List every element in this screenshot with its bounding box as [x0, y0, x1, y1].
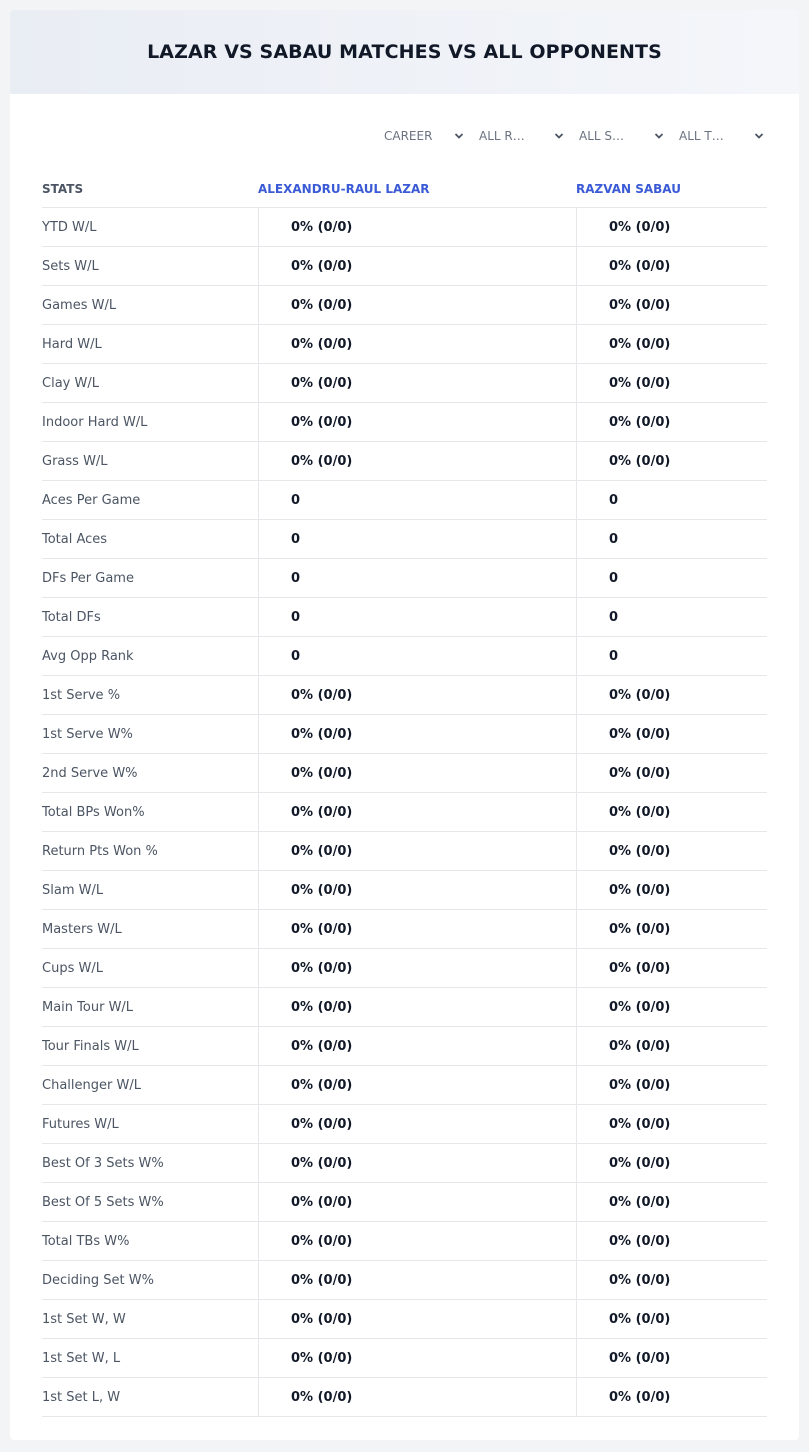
player1-value: 0% (0/0) — [258, 1300, 576, 1339]
stat-label: Indoor Hard W/L — [42, 415, 148, 430]
column-header-player2[interactable]: RAZVAN SABAU — [576, 182, 681, 196]
table-row — [42, 715, 767, 754]
page-title: LAZAR VS SABAU MATCHES VS ALL OPPONENTS — [147, 41, 662, 63]
table-row — [42, 871, 767, 910]
stat-label: Masters W/L — [42, 922, 122, 937]
card-header — [10, 10, 799, 94]
player1-value: 0 — [258, 520, 576, 559]
stat-label: Total BPs Won% — [42, 805, 145, 820]
table-row — [42, 1339, 767, 1378]
filter-label: CAREER — [384, 129, 433, 143]
player1-value: 0 — [258, 559, 576, 598]
player1-value: 0% (0/0) — [258, 1339, 576, 1378]
stat-label: Challenger W/L — [42, 1078, 141, 1093]
player2-value: 0 — [576, 520, 767, 559]
player2-value: 0% (0/0) — [576, 1105, 767, 1144]
player2-value: 0% (0/0) — [576, 247, 767, 286]
player1-value: 0% (0/0) — [258, 208, 576, 247]
table-row — [42, 676, 767, 715]
stat-label: DFs Per Game — [42, 571, 134, 586]
filter-career-select[interactable] — [384, 123, 464, 149]
player1-value: 0 — [258, 481, 576, 520]
table-row — [42, 520, 767, 559]
table-row — [42, 637, 767, 676]
table-row — [42, 1378, 767, 1417]
table-row — [42, 1222, 767, 1261]
player1-value: 0% (0/0) — [258, 988, 576, 1027]
player2-value: 0% (0/0) — [576, 871, 767, 910]
player1-value: 0 — [258, 598, 576, 637]
player1-value: 0% (0/0) — [258, 754, 576, 793]
filter-label: ALL T… — [679, 129, 724, 143]
player2-value: 0% (0/0) — [576, 286, 767, 325]
table-row — [42, 1183, 767, 1222]
stats-card — [10, 10, 799, 1440]
table-row — [42, 286, 767, 325]
chevron-down-icon — [754, 131, 764, 141]
player2-value: 0% (0/0) — [576, 910, 767, 949]
stat-label: Best Of 5 Sets W% — [42, 1195, 164, 1210]
table-row — [42, 1300, 767, 1339]
player2-value: 0% (0/0) — [576, 715, 767, 754]
table-body — [42, 208, 767, 1417]
player1-value: 0% (0/0) — [258, 676, 576, 715]
stat-label: Total TBs W% — [42, 1234, 130, 1249]
table-row — [42, 598, 767, 637]
table-row — [42, 1144, 767, 1183]
player2-value: 0 — [576, 598, 767, 637]
stat-label: Sets W/L — [42, 259, 99, 274]
table-row — [42, 1027, 767, 1066]
table-row — [42, 325, 767, 364]
player1-value: 0% (0/0) — [258, 1066, 576, 1105]
stat-label: Main Tour W/L — [42, 1000, 134, 1015]
filter-surfaces-select[interactable] — [579, 123, 664, 149]
player1-value: 0% (0/0) — [258, 793, 576, 832]
stat-label: Games W/L — [42, 298, 117, 313]
table-row — [42, 364, 767, 403]
stat-label: 1st Set W, W — [42, 1312, 126, 1327]
table-row — [42, 988, 767, 1027]
table-row — [42, 208, 767, 247]
stat-label: Clay W/L — [42, 376, 99, 391]
table-row — [42, 1105, 767, 1144]
table-row — [42, 403, 767, 442]
player1-value: 0% (0/0) — [258, 364, 576, 403]
table-header — [42, 160, 767, 208]
player1-value: 0% (0/0) — [258, 1183, 576, 1222]
filter-bar — [10, 123, 799, 149]
player2-value: 0 — [576, 481, 767, 520]
player1-value: 0% (0/0) — [258, 1027, 576, 1066]
table-row — [42, 1261, 767, 1300]
player2-value: 0 — [576, 559, 767, 598]
player1-value: 0 — [258, 637, 576, 676]
table-row — [42, 832, 767, 871]
filter-label: ALL S… — [579, 129, 625, 143]
stat-label: Best Of 3 Sets W% — [42, 1156, 164, 1171]
player2-value: 0% (0/0) — [576, 403, 767, 442]
player2-value: 0% (0/0) — [576, 832, 767, 871]
player2-value: 0% (0/0) — [576, 793, 767, 832]
player1-value: 0% (0/0) — [258, 325, 576, 364]
stat-label: Cups W/L — [42, 961, 103, 976]
table-row — [42, 793, 767, 832]
stats-table — [42, 160, 767, 1417]
player2-value: 0% (0/0) — [576, 1183, 767, 1222]
player2-value: 0% (0/0) — [576, 949, 767, 988]
player1-value: 0% (0/0) — [258, 832, 576, 871]
stat-label: Deciding Set W% — [42, 1273, 154, 1288]
table-row — [42, 559, 767, 598]
player1-value: 0% (0/0) — [258, 247, 576, 286]
table-row — [42, 481, 767, 520]
player1-value: 0% (0/0) — [258, 286, 576, 325]
stat-label: YTD W/L — [42, 220, 97, 235]
stat-label: Total DFs — [42, 610, 101, 625]
player2-value: 0% (0/0) — [576, 364, 767, 403]
player1-value: 0% (0/0) — [258, 1144, 576, 1183]
filter-tournaments-select[interactable] — [679, 123, 764, 149]
player1-value: 0% (0/0) — [258, 403, 576, 442]
stat-label: Slam W/L — [42, 883, 104, 898]
player1-value: 0% (0/0) — [258, 1261, 576, 1300]
column-header-player1[interactable]: ALEXANDRU-RAUL LAZAR — [258, 182, 430, 196]
stat-label: 1st Set W, L — [42, 1351, 121, 1366]
stat-label: 1st Serve W% — [42, 727, 133, 742]
player2-value: 0% (0/0) — [576, 676, 767, 715]
player2-value: 0% (0/0) — [576, 325, 767, 364]
player2-value: 0% (0/0) — [576, 1378, 767, 1417]
table-row — [42, 910, 767, 949]
stat-label: Grass W/L — [42, 454, 108, 469]
player1-value: 0% (0/0) — [258, 715, 576, 754]
player1-value: 0% (0/0) — [258, 442, 576, 481]
filter-label: ALL R… — [479, 129, 525, 143]
player1-value: 0% (0/0) — [258, 1222, 576, 1261]
table-row — [42, 1066, 767, 1105]
player1-value: 0% (0/0) — [258, 871, 576, 910]
stat-label: 1st Set L, W — [42, 1390, 121, 1405]
stat-label: 2nd Serve W% — [42, 766, 138, 781]
table-row — [42, 247, 767, 286]
table-row — [42, 949, 767, 988]
stat-label: 1st Serve % — [42, 688, 121, 703]
player2-value: 0% (0/0) — [576, 1261, 767, 1300]
player2-value: 0% (0/0) — [576, 1027, 767, 1066]
stat-label: Return Pts Won % — [42, 844, 158, 859]
table-row — [42, 754, 767, 793]
chevron-down-icon — [654, 131, 664, 141]
player2-value: 0% (0/0) — [576, 754, 767, 793]
player1-value: 0% (0/0) — [258, 1378, 576, 1417]
player2-value: 0% (0/0) — [576, 1300, 767, 1339]
stat-label: Total Aces — [42, 532, 108, 547]
player2-value: 0% (0/0) — [576, 1144, 767, 1183]
player1-value: 0% (0/0) — [258, 949, 576, 988]
filter-rounds-select[interactable] — [479, 123, 564, 149]
player1-value: 0% (0/0) — [258, 1105, 576, 1144]
table-row — [42, 442, 767, 481]
chevron-down-icon — [454, 131, 464, 141]
column-header-stats: STATS — [42, 182, 84, 196]
player1-value: 0% (0/0) — [258, 910, 576, 949]
stat-label: Tour Finals W/L — [42, 1039, 139, 1054]
stat-label: Futures W/L — [42, 1117, 119, 1132]
player2-value: 0% (0/0) — [576, 988, 767, 1027]
player2-value: 0% (0/0) — [576, 442, 767, 481]
stat-label: Hard W/L — [42, 337, 102, 352]
player2-value: 0% (0/0) — [576, 1339, 767, 1378]
stat-label: Avg Opp Rank — [42, 649, 134, 664]
chevron-down-icon — [554, 131, 564, 141]
player2-value: 0% (0/0) — [576, 208, 767, 247]
player2-value: 0 — [576, 637, 767, 676]
stat-label: Aces Per Game — [42, 493, 141, 508]
player2-value: 0% (0/0) — [576, 1222, 767, 1261]
player2-value: 0% (0/0) — [576, 1066, 767, 1105]
